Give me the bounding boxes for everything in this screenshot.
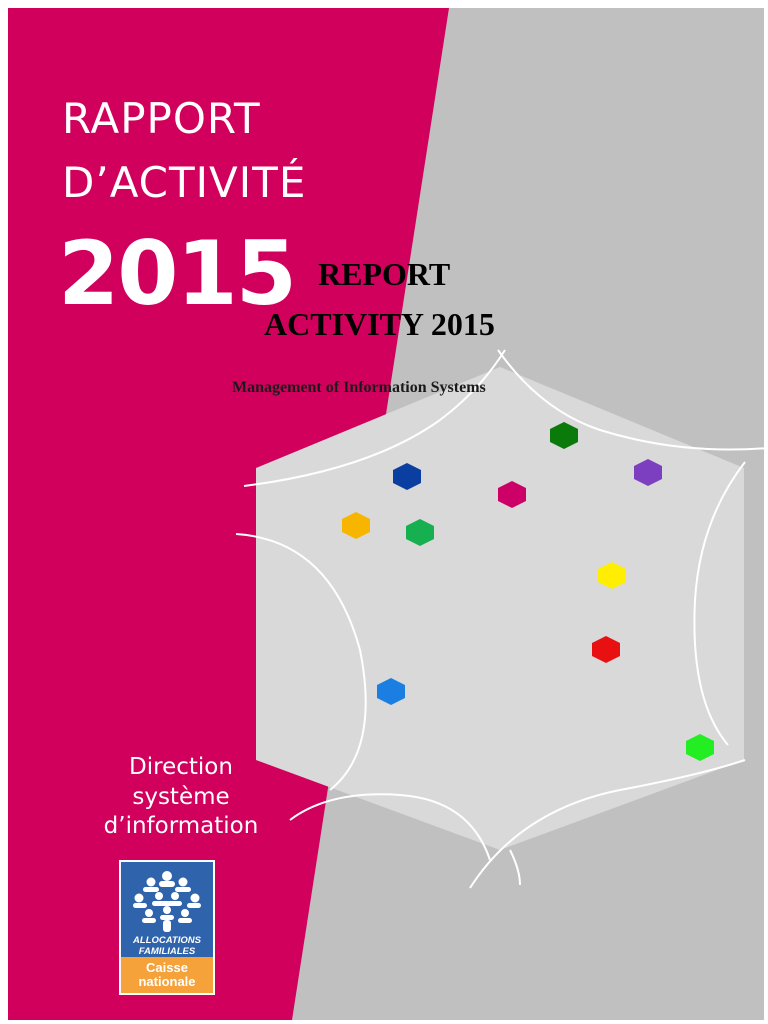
logo-band-line-2: nationale <box>138 974 196 989</box>
caf-logo <box>119 860 215 995</box>
hexagon-shape <box>256 367 744 850</box>
english-title-line-2: ACTIVITY 2015 <box>264 306 495 342</box>
direction-line-2: système <box>132 784 230 810</box>
family-figures-icon <box>129 868 205 934</box>
logo-orange-band <box>121 957 213 993</box>
logo-text-line-1: ALLOCATIONS <box>133 935 201 946</box>
logo-text-line-2: FAMILIALES <box>138 946 196 957</box>
title-line-2: D’ACTIVITÉ <box>62 158 307 207</box>
subtitle: Management of Information Systems <box>232 379 486 396</box>
english-title-line-1: REPORT <box>318 256 451 292</box>
direction-line-1: Direction <box>129 754 233 780</box>
title-line-1: RAPPORT <box>62 94 261 143</box>
logo-band-line-1: Caisse <box>146 960 188 975</box>
title-year: 2015 <box>58 222 295 325</box>
direction-line-3: d’information <box>103 813 259 839</box>
